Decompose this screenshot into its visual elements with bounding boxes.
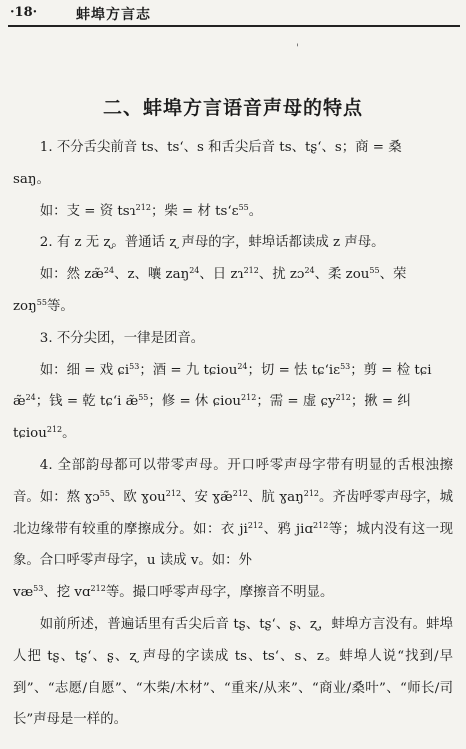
running-title: 蚌埠方言志 — [76, 7, 151, 23]
paragraph: 2. 有 z 无 ʐ。普通话 ʐ 声母的字，蚌埠话都读成 z 声母。 — [39, 235, 385, 251]
paragraph: 如前所述，普遍话里有舌尖后音 tʂ、tʂ‘、ʂ、ʐ，蚌埠方言没有。蚌埠人把 tʂ、tʂ‘、ʂ、ʐ 声母的字读成 ts、ts‘、s、z。蚌埠人说“找到/早到”、“志愿/自愿”、“木柴/木材”、“重来/从来”、“商业/桑叶”、“师长/司长”声母是一样的。 — [13, 616, 453, 728]
stray-mark: ' — [296, 43, 299, 54]
paragraph: 3. 不分尖团，一律是团音。 — [39, 330, 205, 346]
section-title: 二、蚌埠方言语音声母的特点 — [102, 97, 363, 119]
page-number: ·18· — [10, 5, 38, 20]
body-text — [13, 132, 453, 736]
paragraph: 如：然 zæ̃$^{24}$、z、嚷 zaŋ$^{24}$、日 zɿ$^{212}$、扰 zɔ$^{24}$、柔 zou$^{55}$、荣 zoŋ$^{55}$等。 — [13, 266, 407, 314]
paragraph: 如：细 = 戏 ɕi$^{53}$；酒 = 九 tɕiou$^{24}$；切 = 怯 tɕ‘iɛ$^{53}$；剪 = 检 tɕi æ̃$^{24}$；钱 = 乾 tɕ‘i æ̃$^{55}$；修 = 休 ɕiou$^{212}$；需 = 虚 ɕy$^{212}$；揪 = 纠 tɕiou$^{212}$。 — [13, 361, 432, 442]
paragraph: 4. 全部韵母都可以带零声母。开口呼零声母字带有明显的舌根浊擦音。如：熬 ɣɔ$^{55}$、欧 ɣou$^{212}$、安 ɣæ̃$^{212}$、肮 ɣaŋ$^{212}$。齐齿呼零声母字，城北边缘带有较重的摩擦成分。如：衣 $ji^{212}$、鸦 jiɑ$^{212}$等；城内没有这一现象。合口呼零声母字，u 读成 v。如：外 $væ^{53}$、挖 vɑ$^{212}$等。撮口呼零声母字，摩擦音不明显。 — [13, 457, 454, 601]
paragraph: 1. 不分舌尖前音 ts、ts‘、s 和舌尖后音 ts、tʂ‘、s；商 = 桑 saŋ。 — [13, 140, 402, 187]
paragraph: 如：支 = 资 tsɿ$^{212}$；柴 = 材 ts‘ɛ$^{55}$。 — [39, 202, 263, 219]
page-header — [0, 0, 466, 30]
header-rule — [8, 25, 460, 27]
